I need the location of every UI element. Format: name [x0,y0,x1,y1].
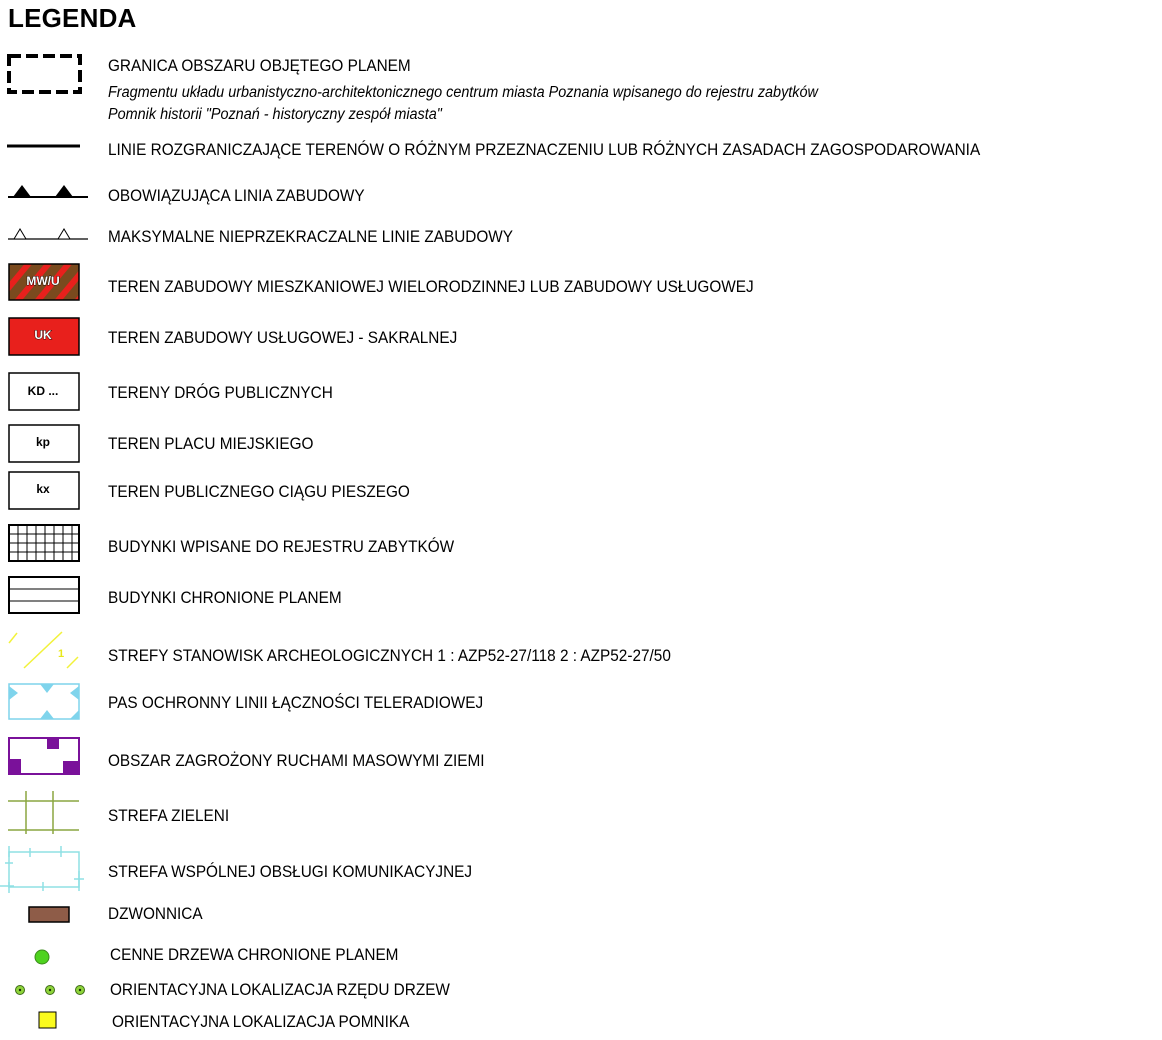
legend-label-max-building-lines: MAKSYMALNE NIEPRZEKRACZALNE LINIE ZABUDOWY [108,228,514,246]
code-kx: kx [36,482,50,496]
protected-buildings-icon [9,577,79,613]
monument-icon [39,1012,56,1028]
residential-service-area-icon [0,250,120,310]
legend-label-dividing-lines: LINIE ROZGRANICZAJĄCE TERENÓW O RÓŻNYM PRZEZNACZENIU LUB RÓŻNYCH ZASADACH ZAGOSPODAROWANIA [108,141,981,159]
legend-note-historic-monument: Pomnik historii "Poznań - historyczny zespół miasta" [108,106,442,123]
legend-label-residential-service: TEREN ZABUDOWY MIESZKANIOWEJ WIELORODZINNEJ LUB ZABUDOWY USŁUGOWEJ [108,278,754,296]
bell-tower-icon [29,907,69,922]
legend-label-protected-buildings: BUDYNKI CHRONIONE PLANEM [108,589,342,607]
archaeological-zone-marker: 1 [58,648,65,660]
code-kp: kp [35,435,51,449]
code-uk: UK [34,328,52,342]
legend-label-shared-transport: STREFA WSPÓLNEJ OBSŁUGI KOMUNIKACYJNEJ [108,863,473,881]
boundary-dashed-icon [9,56,80,92]
legend-label-public-roads: TERENY DRÓG PUBLICZNYCH [108,384,333,402]
legend-label-valuable-trees: CENNE DRZEWA CHRONIONE PLANEM [110,946,399,964]
legend-note-urban-layout: Fragmentu układu urbanistyczno-architektonicznego centrum miasta Poznania wpisanego do rejestru zabytków [108,84,818,101]
legend-label-pedestrian-way: TEREN PUBLICZNEGO CIĄGU PIESZEGO [108,483,410,501]
legend-label-sacral-service: TEREN ZABUDOWY USŁUGOWEJ - SAKRALNEJ [108,329,458,347]
legend-label-telecom-protection: PAS OCHRONNY LINII ŁĄCZNOŚCI TELERADIOWEJ [108,694,484,712]
legend-label-landslide-area: OBSZAR ZAGROŻONY RUCHAMI MASOWYMI ZIEMI [108,752,485,770]
legend-label-bell-tower: DZWONNICA [108,905,203,923]
legend-label-archaeological-zones: STREFY STANOWISK ARCHEOLOGICZNYCH 1 : AZP52-27/118 2 : AZP52-27/50 [108,647,671,665]
code-kd: KD ... [27,384,59,398]
legend-label-registered-buildings: BUDYNKI WPISANE DO REJESTRU ZABYTKÓW [108,538,455,556]
legend-label-mandatory-building-line: OBOWIĄZUJĄCA LINIA ZABUDOWY [108,187,365,205]
landslide-area-icon [9,738,79,774]
legend-title: LEGENDA [8,3,137,33]
telecom-protection-icon [9,684,79,719]
legend-label-tree-row: ORIENTACYJNA LOKALIZACJA RZĘDU DRZEW [110,981,450,999]
legend-label-monument: ORIENTACYJNA LOKALIZACJA POMNIKA [112,1013,410,1031]
code-mwu: MW/U [26,274,60,288]
shared-transport-zone-icon [0,846,84,893]
max-building-line-icon [8,229,88,239]
legend-label-city-square: TEREN PLACU MIEJSKIEGO [108,435,314,453]
legend-label-plan-boundary: GRANICA OBSZARU OBJĘTEGO PLANEM [108,57,411,75]
mandatory-building-line-icon [8,185,88,197]
green-zone-icon [8,791,79,834]
valuable-tree-icon [35,950,49,964]
registered-monument-buildings-icon [9,525,79,561]
legend-label-green-zone: STREFA ZIELENI [108,807,230,825]
archaeological-zone-icon [9,632,78,668]
tree-row-icon [16,986,85,995]
